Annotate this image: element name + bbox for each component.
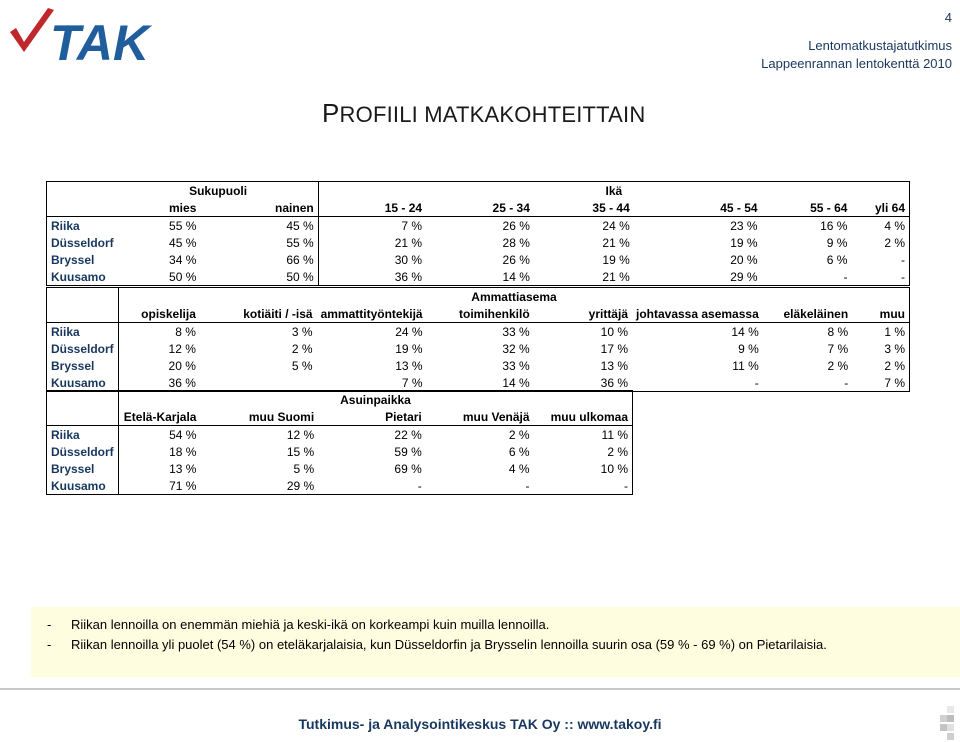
table-cell: 26 % <box>502 252 530 267</box>
table-cell: 45 % <box>200 217 318 235</box>
column-header: 45 - 54 <box>720 200 758 215</box>
column-header: yli 64 <box>851 199 909 217</box>
table-cell: 13 % <box>395 358 423 373</box>
table-cell: 55 % <box>286 235 314 250</box>
footer-text: Tutkimus- ja Analysointikeskus TAK Oy :: www.takoy.fi <box>298 716 662 732</box>
table-cell: 20 % <box>730 252 758 267</box>
table-cell: 36 % <box>318 268 426 286</box>
table-cell: 33 % <box>502 358 530 373</box>
column-header: kotiäiti / -isä <box>243 306 313 321</box>
column-header: muu <box>852 305 909 323</box>
table-row <box>47 443 633 460</box>
table-cell: 15 % <box>286 444 315 459</box>
row-label: Düsseldorf <box>47 340 119 357</box>
page-number: 4 <box>944 10 952 25</box>
row-label: Kuusamo <box>47 374 119 392</box>
table-row <box>47 323 910 341</box>
column-header: muu ulkomaa <box>534 408 633 426</box>
row-label: Kuusamo <box>47 268 119 286</box>
column-header: muu Suomi <box>248 409 315 424</box>
note-bullet: - <box>47 617 52 632</box>
table-cell: - <box>851 268 909 286</box>
table-cell: 11 % <box>732 358 759 373</box>
column-header: muu Venäjä <box>462 409 530 424</box>
logo-text: TAK <box>50 15 150 66</box>
table-row <box>47 251 910 268</box>
table-cell: 2 % <box>851 234 909 251</box>
table-cell: 8 % <box>118 323 199 341</box>
table-cell: 19 % <box>395 341 423 356</box>
notes-box <box>31 607 960 677</box>
table-cell: 7 % <box>318 217 426 235</box>
group-header-gender: Sukupuoli <box>118 182 318 200</box>
table-cell: 33 % <box>427 323 534 341</box>
residence-table <box>46 390 633 495</box>
table-cell: 50 % <box>200 268 318 286</box>
table-cell: 6 % <box>508 444 530 459</box>
table-cell: 26 % <box>426 217 534 235</box>
table-cell: 9 % <box>826 235 848 250</box>
column-header: 15 - 24 <box>318 199 426 217</box>
table-cell: 10 % <box>534 460 633 477</box>
table-cell: 4 % <box>508 461 530 476</box>
table-cell: 14 % <box>426 268 534 286</box>
table-cell: 17 % <box>600 341 628 356</box>
table-cell: 7 % <box>317 374 427 392</box>
table-cell: - <box>763 374 852 392</box>
table-cell: 13 % <box>600 358 628 373</box>
page-title <box>322 98 645 129</box>
column-header: 55 - 64 <box>810 200 848 215</box>
row-label: Bryssel <box>47 460 119 477</box>
table-cell: 8 % <box>763 323 852 341</box>
table-cell: 14 % <box>427 374 534 392</box>
column-header: nainen <box>275 200 314 215</box>
page-title-rest: ROFIILI MATKAKOHTEITTAIN <box>339 102 646 127</box>
table-row <box>47 357 910 374</box>
column-header: 35 - 44 <box>592 200 630 215</box>
group-header-age: Ikä <box>318 182 909 200</box>
table-cell: 2 % <box>534 443 633 460</box>
table-cell: 1 % <box>852 323 909 341</box>
table-cell: 12 % <box>200 426 318 444</box>
table-row <box>47 217 910 235</box>
table-cell: 66 % <box>286 252 314 267</box>
table-cell: 2 % <box>827 358 849 373</box>
table-cell: 2 % <box>291 341 313 356</box>
table-cell: 36 % <box>118 374 199 392</box>
table-cell: 22 % <box>318 426 426 444</box>
table-cell: 29 % <box>634 268 762 286</box>
table-cell: 24 % <box>317 323 427 341</box>
header-study-subtitle: Lappeenrannan lentokenttä 2010 <box>761 56 952 71</box>
table-cell: - <box>762 268 852 286</box>
page-title-initial: P <box>322 98 340 128</box>
row-label: Düsseldorf <box>47 443 119 460</box>
table-cell: 18 % <box>118 443 200 460</box>
row-label: Riika <box>47 323 119 341</box>
table-cell: - <box>632 374 763 392</box>
table-cell: 19 % <box>602 252 630 267</box>
table-cell: 12 % <box>118 340 199 357</box>
table-cell: - <box>851 251 909 268</box>
table-row <box>47 426 633 444</box>
table-cell: 6 % <box>826 252 848 267</box>
row-label: Düsseldorf <box>47 234 119 251</box>
table-cell: 28 % <box>502 235 530 250</box>
table-cell: 69 % <box>394 461 422 476</box>
table-cell: 50 % <box>118 268 200 286</box>
column-header: Pietari <box>385 409 422 424</box>
header-study-title: Lentomatkustajatutkimus <box>808 38 952 53</box>
table-cell: 7 % <box>852 374 909 392</box>
corner-squares-icon <box>940 706 954 740</box>
column-header: toimihenkilö <box>459 306 530 321</box>
row-label: Bryssel <box>47 251 119 268</box>
table-row <box>47 234 910 251</box>
table-cell: 36 % <box>534 374 632 392</box>
age-gender-table <box>46 181 910 286</box>
column-header: 25 - 34 <box>492 200 530 215</box>
column-header: yrittäjä <box>588 306 628 321</box>
note-item <box>47 637 827 652</box>
table-cell: 34 % <box>169 252 197 267</box>
column-header: eläkeläinen <box>783 306 849 321</box>
table-cell: 11 % <box>534 426 633 444</box>
table-row <box>47 374 910 392</box>
table-cell: 10 % <box>534 323 632 341</box>
table-cell: 5 % <box>293 461 315 476</box>
row-label: Riika <box>47 217 119 235</box>
table-cell: 3 % <box>200 323 317 341</box>
table-cell: - <box>534 477 633 495</box>
note-item <box>47 617 549 632</box>
table-cell: 59 % <box>394 444 422 459</box>
table-cell: 21 % <box>534 268 634 286</box>
table-cell: 2 % <box>852 357 909 374</box>
note-bullet: - <box>47 637 52 652</box>
table-cell: - <box>426 477 534 495</box>
table-cell: - <box>318 477 426 495</box>
table-cell: 4 % <box>851 217 909 235</box>
table-cell: 30 % <box>318 251 426 268</box>
table-cell: 21 % <box>318 234 426 251</box>
table-cell: 23 % <box>634 217 762 235</box>
note-text: Riikan lennoilla yli puolet (54 %) on eteläkarjalaisia, kun Düsseldorfin ja Brysselin lennoilla suurin osa (59 % - 69 %) on Pietarilaisia. <box>71 637 827 652</box>
row-label: Bryssel <box>47 357 119 374</box>
table-cell: 7 % <box>827 341 849 356</box>
table-cell: 20 % <box>118 357 199 374</box>
table-cell: 21 % <box>602 235 630 250</box>
note-text: Riikan lennoilla on enemmän miehiä ja keski-ikä on korkeampi kuin muilla lennoilla. <box>71 617 550 632</box>
table-cell: 45 % <box>169 235 197 250</box>
table-row <box>47 460 633 477</box>
tak-logo <box>6 6 156 66</box>
row-label: Kuusamo <box>47 477 119 495</box>
table-row <box>47 268 910 286</box>
row-label: Riika <box>47 426 119 444</box>
table-cell: 32 % <box>502 341 530 356</box>
table-cell: 9 % <box>738 341 759 356</box>
group-header-occupation: Ammattiasema <box>118 288 909 306</box>
table-cell: 54 % <box>118 426 200 444</box>
table-cell: 5 % <box>291 358 313 373</box>
footer-divider <box>0 688 960 690</box>
table-cell: 24 % <box>534 217 634 235</box>
occupation-table <box>46 287 910 392</box>
table-row <box>47 340 910 357</box>
table-cell: 13 % <box>118 460 200 477</box>
table-cell: 29 % <box>200 477 318 495</box>
table-cell: 55 % <box>118 217 200 235</box>
table-cell: 2 % <box>426 426 534 444</box>
table-cell: 71 % <box>118 477 200 495</box>
group-header-residence: Asuinpaikka <box>118 391 632 409</box>
table-cell: 19 % <box>730 235 758 250</box>
column-header: johtavassa asemassa <box>636 306 759 321</box>
column-header: opiskelija <box>118 305 199 323</box>
column-header: Etelä-Karjala <box>118 408 200 426</box>
table-cell: 14 % <box>632 323 763 341</box>
column-header: mies <box>169 200 197 215</box>
column-header: ammattityöntekijä <box>320 306 423 321</box>
table-cell: 16 % <box>762 217 852 235</box>
table-cell <box>200 374 317 392</box>
table-cell: 3 % <box>852 340 909 357</box>
table-row <box>47 477 633 495</box>
